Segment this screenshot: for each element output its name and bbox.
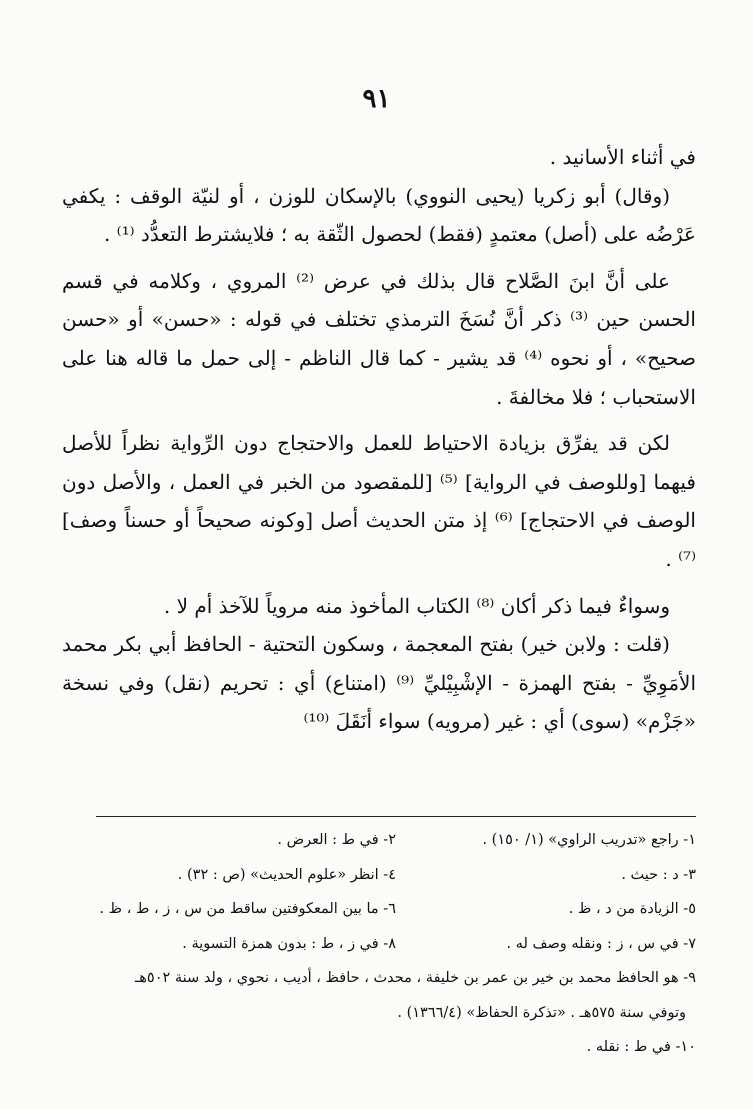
paragraph: على أنَّ ابنَ الصَّلاح قال بذلك في عرض ⁽²⁾ المروي ، وكلامه في قسم الحسن حين ⁽³⁾ ذكر أنَّ نُسَخَ الترمذي تختلف في قوله : «حسن» أو «حسن صحيح» ، أو نحوه ⁽⁴⁾ قد يشير - كما قال الناظم - إلى حمل ما قاله هنا على الاستحباب ؛ فلا مخالفةَ . bbox=[62, 268, 696, 409]
footnote-continuation: وتوفي سنة ٥٧٥هـ . «تذكرة الحفاظ» (١٣٦٦/٤) . bbox=[397, 1004, 686, 1021]
footnote: ٧- في س ، ز : ونقله وصف له . bbox=[506, 935, 696, 952]
footnote-row bbox=[96, 927, 696, 962]
page-number: ٩١ bbox=[362, 84, 391, 114]
footnote: ١- راجع «تدريب الراوي» (١/ ١٥٠) . bbox=[482, 832, 696, 848]
footnote-row bbox=[96, 961, 696, 996]
footnote: ٤- انظر «علوم الحديث» (ص : ٣٢) . bbox=[177, 866, 396, 883]
paragraph: لكن قد يفرِّق بزيادة الاحتياط للعمل والاحتجاج دون الرِّواية نظراً للأصل فيهما [وللوصف في الرواية] ⁽⁵⁾ [للمقصود من الخبر في العمل ، والأصل دون الوصف في الاحتجاج] ⁽⁶⁾ إذ متن الحديث أصل [وكونه صحيحاً أو حسناً وصف] ⁽⁷⁾ . bbox=[62, 431, 696, 571]
footnote: ٣- د : حيث . bbox=[621, 866, 696, 883]
footnote: ٨- في ز ، ط : بدون همزة التسوية . bbox=[182, 935, 396, 952]
footnote-row bbox=[96, 823, 696, 858]
footnote-row bbox=[96, 1030, 696, 1065]
footnote: ١٠- في ط : نقله . bbox=[586, 1039, 696, 1055]
paragraph: وسواءٌ فيما ذكر أكان ⁽⁸⁾ الكتاب المأخوذ منه مروياً للآخذ أم لا . bbox=[163, 593, 670, 618]
footnotes bbox=[96, 823, 696, 1065]
footnote-row bbox=[96, 892, 696, 927]
paragraph: (قلت : ولابن خير) بفتح المعجمة ، وسكون التحتية - الحافظ أبي بكر محمد الأمَوِيِّ - بفتح الهمزة - الإشْبِيْليِّ ⁽⁹⁾ (امتناع) أي : تحريم (نقل) وفي نسخة «جَزْم» (سوى) أي : غير (مرويه) سواء أنَقَلَ ⁽¹⁰⁾ bbox=[62, 632, 697, 734]
footnote: ٦- ما بين المعكوفتين ساقط من س ، ز ، ط ، ظ . bbox=[99, 901, 396, 917]
footnote-row bbox=[96, 858, 696, 893]
footnote: ٥- الزيادة من د ، ظ . bbox=[568, 901, 696, 917]
footnote: ٩- هو الحافظ محمد بن خير بن عمر بن خليفة ، محدث ، حافظ ، أديب ، نحوي ، ولد سنة ٥٠٢هـ bbox=[135, 970, 696, 986]
paragraph: في أثناء الأسانيد . bbox=[549, 145, 696, 169]
footnote: ٢- في ط : العرض . bbox=[277, 832, 396, 848]
footnote-row bbox=[96, 996, 696, 1031]
footnote-divider bbox=[96, 816, 696, 817]
paragraph: (وقال) أبو زكريا (يحيى النووي) بالإسكان للوزن ، أو لنيّة الوقف : يكفي عَرْضُه على (أصل) معتمدٍ (فقط) لحصول الثّقة به ؛ فلايشترط التعدُّد ⁽¹⁾ . bbox=[62, 183, 696, 247]
main-text bbox=[62, 138, 696, 741]
